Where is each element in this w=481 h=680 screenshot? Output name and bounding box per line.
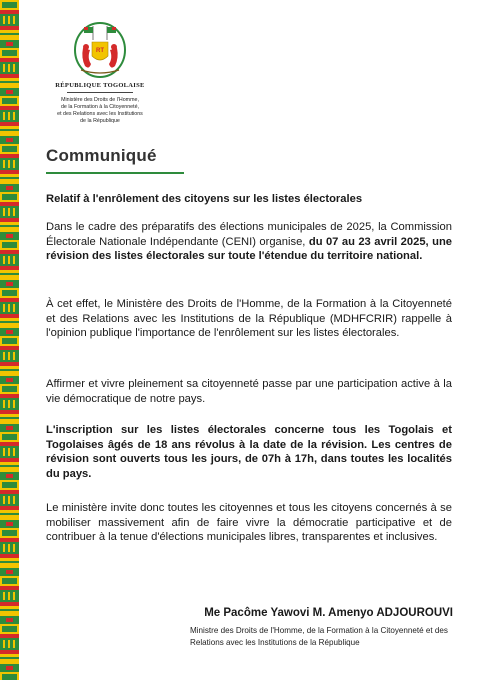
paragraph-text: Dans le cadre des préparatifs des élections municipales de 2025, la Commission Électorale Nationale Indépendante (CENI) organise, [46,221,452,248]
ministry-name [0,97,200,125]
ministry-line: et des Relations avec les Institutions [57,111,143,117]
paragraph-ceni-revision [46,220,452,264]
ministry-line: Ministère des Droits de l'Homme, [61,97,139,103]
document-subject: Relatif à l'enrôlement des citoyens sur les listes électorales [46,193,363,205]
country-name: RÉPUBLIQUE TOGOLAISE [55,82,145,89]
paragraph-ministry-reminder: À cet effet, le Ministère des Droits de l'Homme, de la Formation à la Citoyenneté et des Relations avec les Institutions de la République (MDHFCRIR) rappelle à l'opinion publique l'importance de l'enrôlement sur les listes électorales. [46,298,452,339]
title-underline [46,172,184,174]
signatory-title: Ministre des Droits de l'Homme, de la Formation à la Citoyenneté et des Relations avec les Institutions de la République [190,626,448,647]
paragraph-registration-details: L'inscription sur les listes électorales concerne tous les Togolais et Togolaises âgés de 18 ans révolus à la date de la révision. Les centres de révision sont ouverts tous les jours, de 07h à 17h, dans toutes les localités du pays. [46,424,452,480]
coat-of-arms-icon [69,18,131,80]
paragraph-call-to-action: Le ministère invite donc toutes les citoyennes et tous les citoyens concernés à se mobiliser massivement afin de faire vivre la démocratie participative et de contribuer à la tenue d'élections municipales libres, transparentes et inclusives. [46,502,452,543]
signatory-name: Me Pacôme Yawovi M. Amenyo ADJOUROUVI [204,607,453,619]
title-block [46,146,186,166]
letterhead [0,18,200,125]
ministry-line: de la République [80,118,120,124]
ministry-line: de la Formation à la Citoyenneté, [60,104,140,110]
paragraph-citizenship: Affirmer et vivre pleinement sa citoyenneté passe par une participation active à la vie démocratique de notre pays. [46,378,452,405]
emblem-banner: RT [96,48,104,54]
paragraph-emphasis: du 07 au 23 avril 2025, une révision des listes électorales sur toute l'étendue du territoire national. [46,235,452,262]
document-title: Communiqué [46,146,157,165]
header-divider [67,92,133,93]
